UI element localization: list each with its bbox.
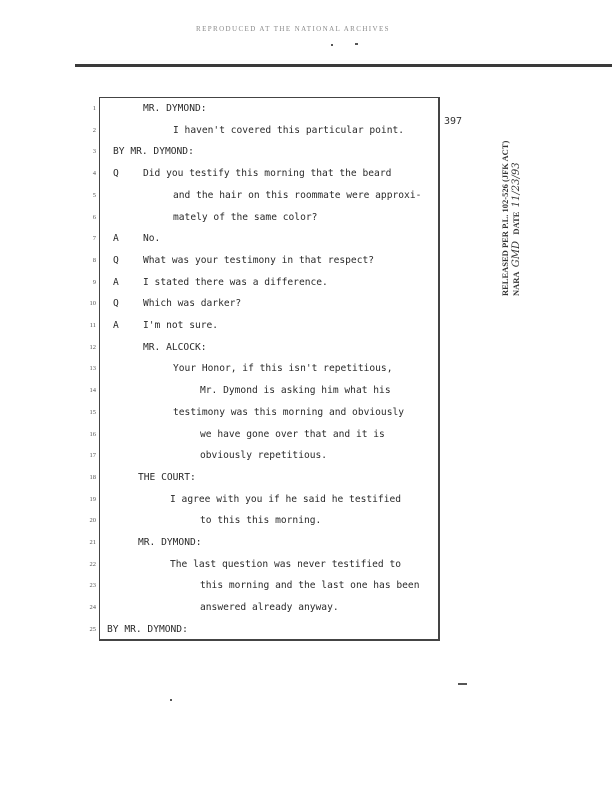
line-number: 5 [92,191,96,199]
transcript-line [0,297,612,311]
line-text: The last question was never testified to [170,558,402,570]
line-text: Which was darker? [143,298,242,310]
line-number: 12 [89,343,96,351]
line-number: 25 [89,625,96,633]
archives-header-stamp: REPRODUCED AT THE NATIONAL ARCHIVES [196,25,390,33]
transcript-line [0,579,612,593]
line-text: I'm not sure. [143,320,219,331]
line-text: MR. ALCOCK: [143,341,207,353]
line-text: MR. DYMOND: [138,537,202,548]
date-label: DATE [511,211,521,235]
release-stamp [500,141,522,296]
line-text: Your Honor, if this isn't repetitious, [173,363,393,375]
line-text: we have gone over that and it is [200,428,385,440]
transcript-line [0,362,612,376]
scan-speck [355,43,358,45]
line-number: 16 [89,430,96,438]
transcript-line [0,428,612,442]
line-number: 23 [89,582,96,590]
line-text: MR. DYMOND: [143,103,207,114]
line-text: I stated there was a difference. [143,276,328,288]
line-number: 6 [92,213,96,221]
scan-speck [458,683,467,685]
line-number: 14 [89,387,96,395]
scan-speck [331,44,333,46]
line-text: to this this morning. [200,515,322,527]
line-number: 20 [89,517,96,525]
line-text: No. [143,233,161,245]
transcript-line [0,514,612,528]
line-text: Did you testify this morning that the beard [143,168,392,180]
line-number: 18 [89,473,96,481]
line-number: 21 [89,539,96,546]
line-number: 4 [92,170,96,178]
transcript-line [0,102,612,116]
page-number: 397 [444,116,463,127]
qa-marker: Q [113,298,119,310]
line-text: What was your testimony in that respect? [143,254,375,266]
line-number: 3 [92,148,96,156]
line-text: BY MR. DYMOND: [107,623,188,635]
transcript-line [0,124,612,138]
line-text: this morning and the last one has been [200,580,420,592]
transcript-line [0,319,612,333]
line-number: 7 [92,235,96,243]
line-text: testimony was this morning and obviously [173,406,405,418]
line-text: THE COURT: [138,471,196,483]
line-number: 2 [92,126,96,134]
release-stamp-line2 [511,141,522,296]
line-number: 9 [92,278,96,286]
line-text: BY MR. DYMOND: [113,146,194,158]
nara-label: NARA [511,271,521,296]
line-text: I agree with you if he said he testified [170,493,402,505]
transcript-line [0,601,612,615]
nara-initials-signature: GMD [511,240,522,268]
transcript-line [0,406,612,420]
line-text: and the hair on this roommate were approxi- [173,189,422,201]
line-number: 8 [92,256,96,264]
qa-marker: Q [113,168,119,180]
line-number: 10 [89,300,96,308]
line-number: 13 [89,365,96,373]
transcript-line [0,623,612,637]
line-text: answered already anyway. [200,602,339,614]
date-value: 11/23/93 [511,162,522,208]
transcript-line [0,493,612,507]
line-number: 22 [89,560,96,568]
line-number: 11 [89,322,96,329]
line-text: obviously repetitious. [200,450,328,462]
qa-marker: A [113,276,119,288]
qa-marker: A [113,320,119,331]
line-number: 24 [89,604,96,612]
line-text: Mr. Dymond is asking him what his [200,385,391,397]
line-text: mately of the same color? [173,211,318,223]
transcript-line [0,536,612,550]
line-text: I haven't covered this particular point. [173,124,405,136]
qa-marker: Q [113,254,119,266]
transcript-line [0,341,612,355]
line-number: 17 [89,452,96,460]
transcript-line [0,471,612,485]
transcript-line [0,384,612,398]
page-top-rule [75,64,612,67]
transcript-line [0,558,612,572]
scan-speck [170,699,172,701]
line-number: 15 [89,408,96,416]
qa-marker: A [113,233,119,245]
transcript-line [0,449,612,463]
line-number: 1 [92,105,96,112]
line-number: 19 [89,495,96,503]
release-stamp-line1: RELEASED PER P.L. 102-526 (JFK ACT) [500,140,510,296]
